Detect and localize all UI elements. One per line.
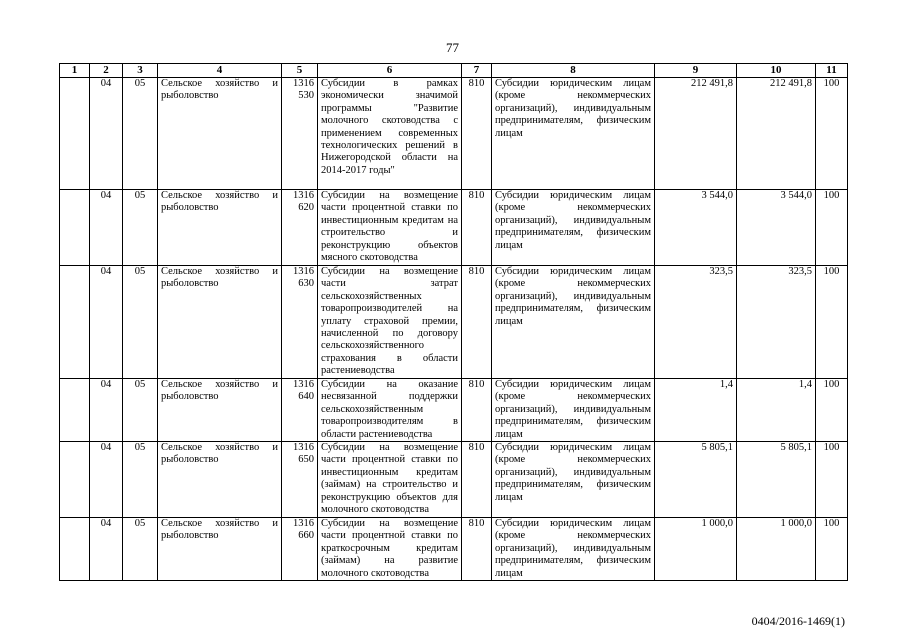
cell-section-name: Сельское хозяйство и рыболовство: [158, 266, 282, 379]
cell-planned-amount: 3 544,0: [655, 190, 737, 266]
cell-subsection: 05: [123, 442, 158, 518]
cell-expense-type: 810: [462, 266, 492, 379]
target-code-part2: 620: [298, 202, 314, 214]
cell-section: 04: [90, 518, 123, 581]
page-number: 77: [446, 40, 459, 55]
cell-section: 04: [90, 379, 123, 442]
cell-percent: 100: [816, 379, 848, 442]
cell-target-code: [282, 78, 318, 190]
cell-target-code: [282, 379, 318, 442]
column-header-10: 10: [737, 64, 816, 78]
cell-expense-type: 810: [462, 442, 492, 518]
cell-planned-amount: 5 805,1: [655, 442, 737, 518]
cell-percent: 100: [816, 190, 848, 266]
cell-expense-description: Субсидии юридическим лицам (кроме некоммерческих организаций), индивидуальным предпринимателям, физическим лицам: [492, 266, 655, 379]
cell-planned-amount: 212 491,8: [655, 78, 737, 190]
cell-expense-type: 810: [462, 190, 492, 266]
cell-percent: 100: [816, 518, 848, 581]
cell-c1: [60, 518, 90, 581]
cell-description: Субсидии на возмещение части процентной ставки по краткосрочным кредитам (займам) на развитие молочного скотоводства: [318, 518, 462, 581]
table-row: [60, 190, 848, 266]
cell-expense-description: Субсидии юридическим лицам (кроме некоммерческих организаций), индивидуальным предпринимателям, физическим лицам: [492, 78, 655, 190]
table-row: [60, 379, 848, 442]
cell-c1: [60, 379, 90, 442]
document-code: 0404/2016-1469(1): [751, 614, 845, 628]
cell-c1: [60, 78, 90, 190]
cell-description: Субсидии на возмещение части процентной ставки по инвестиционным кредитам на строительство и реконструкцию объектов мясного скотоводства: [318, 190, 462, 266]
cell-actual-amount: 5 805,1: [737, 442, 816, 518]
cell-expense-description: Субсидии юридическим лицам (кроме некоммерческих организаций), индивидуальным предпринимателям, физическим лицам: [492, 518, 655, 581]
cell-section-name: Сельское хозяйство и рыболовство: [158, 190, 282, 266]
cell-planned-amount: 1,4: [655, 379, 737, 442]
target-code-part1: 1316: [293, 78, 314, 89]
cell-target-code: [282, 442, 318, 518]
cell-target-code: [282, 266, 318, 379]
column-header-1: 1: [60, 64, 90, 78]
cell-actual-amount: 1,4: [737, 379, 816, 442]
target-code-part1: 1316: [293, 442, 314, 454]
cell-description: Субсидии в рамках экономически значимой программы "Развитие молочного скотоводства с применением современных технологических решений в Нижегородской области на 2014-2017 годы": [318, 78, 462, 190]
cell-c1: [60, 442, 90, 518]
table-body: [60, 78, 848, 581]
cell-section: 04: [90, 78, 123, 190]
cell-actual-amount: 323,5: [737, 266, 816, 379]
cell-description: Субсидии на возмещение части затрат сельскохозяйственных товаропроизводителей на уплату страховой премии, начисленной по договору сельскохозяйственного страхования в области растениеводства: [318, 266, 462, 379]
cell-c1: [60, 190, 90, 266]
cell-subsection: 05: [123, 190, 158, 266]
cell-subsection: 05: [123, 518, 158, 581]
cell-actual-amount: 3 544,0: [737, 190, 816, 266]
cell-subsection: 05: [123, 266, 158, 379]
cell-section-name: Сельское хозяйство и рыболовство: [158, 518, 282, 581]
column-header-2: 2: [90, 64, 123, 78]
table-row: [60, 518, 848, 581]
cell-percent: 100: [816, 78, 848, 190]
cell-subsection: 05: [123, 78, 158, 190]
cell-c1: [60, 266, 90, 379]
column-header-7: 7: [462, 64, 492, 78]
target-code-part2: 530: [298, 90, 314, 102]
cell-target-code: [282, 190, 318, 266]
cell-section-name: Сельское хозяйство и рыболовство: [158, 379, 282, 442]
cell-expense-type: 810: [462, 518, 492, 581]
cell-actual-amount: 212 491,8: [737, 78, 816, 190]
cell-section: 04: [90, 190, 123, 266]
target-code-part1: 1316: [293, 190, 314, 201]
cell-expense-type: 810: [462, 379, 492, 442]
budget-table: [59, 63, 848, 581]
cell-section: 04: [90, 442, 123, 518]
target-code-part1: 1316: [293, 266, 314, 277]
table-row: [60, 266, 848, 379]
column-header-4: 4: [158, 64, 282, 78]
column-header-11: 11: [816, 64, 848, 78]
cell-planned-amount: 323,5: [655, 266, 737, 379]
cell-section-name: Сельское хозяйство и рыболовство: [158, 78, 282, 190]
column-header-3: 3: [123, 64, 158, 78]
target-code-part1: 1316: [293, 518, 314, 530]
cell-percent: 100: [816, 266, 848, 379]
table-row: [60, 78, 848, 190]
cell-percent: 100: [816, 442, 848, 518]
cell-target-code: [282, 518, 318, 581]
cell-expense-description: Субсидии юридическим лицам (кроме некоммерческих организаций), индивидуальным предпринимателям, физическим лицам: [492, 190, 655, 266]
column-header-9: 9: [655, 64, 737, 78]
header-row: [60, 64, 848, 78]
table-row: [60, 442, 848, 518]
target-code-part2: 660: [298, 530, 314, 542]
cell-description: Субсидии на возмещение части процентной ставки по инвестиционным кредитам (займам) на строительство и реконструкцию объектов для молочного скотоводства: [318, 442, 462, 518]
target-code-part1: 1316: [293, 379, 314, 390]
target-code-part2: 640: [298, 391, 314, 403]
cell-planned-amount: 1 000,0: [655, 518, 737, 581]
cell-expense-description: Субсидии юридическим лицам (кроме некоммерческих организаций), индивидуальным предпринимателям, физическим лицам: [492, 442, 655, 518]
cell-subsection: 05: [123, 379, 158, 442]
column-header-6: 6: [318, 64, 462, 78]
cell-expense-description: Субсидии юридическим лицам (кроме некоммерческих организаций), индивидуальным предпринимателям, физическим лицам: [492, 379, 655, 442]
cell-actual-amount: 1 000,0: [737, 518, 816, 581]
column-header-8: 8: [492, 64, 655, 78]
cell-section: 04: [90, 266, 123, 379]
target-code-part2: 650: [298, 454, 314, 466]
target-code-part2: 630: [298, 278, 314, 290]
cell-description: Субсидии на оказание несвязанной поддержки сельскохозяйственным товаропроизводителям в области растениеводства: [318, 379, 462, 442]
column-header-5: 5: [282, 64, 318, 78]
cell-section-name: Сельское хозяйство и рыболовство: [158, 442, 282, 518]
cell-expense-type: 810: [462, 78, 492, 190]
